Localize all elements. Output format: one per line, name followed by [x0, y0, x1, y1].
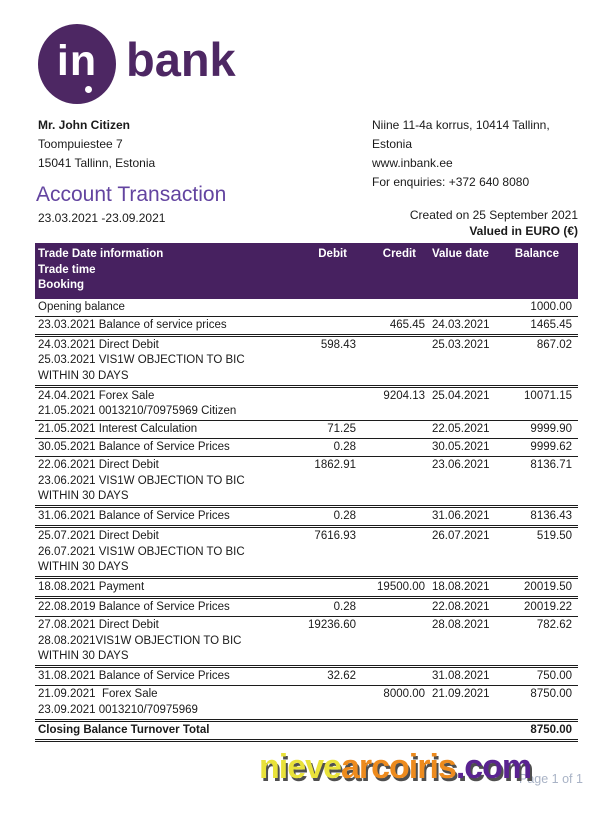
cell-description: 25.03.2021 VIS1W OBJECTION TO BIC — [38, 354, 245, 366]
cell-credit — [356, 353, 425, 369]
cell-description: 27.08.2021 Direct Debit — [38, 619, 159, 631]
watermark-part-orange: arcoiris — [340, 748, 456, 786]
cell-value-date: 18.08.2021 — [432, 581, 490, 593]
cell-debit — [285, 318, 356, 334]
cell-debit — [285, 723, 356, 739]
cell-debit: 0.28 — [333, 441, 356, 453]
cell-debit: 19236.60 — [308, 619, 356, 631]
cell-credit — [356, 440, 425, 456]
cell-debit: 0.28 — [333, 601, 356, 613]
cell-credit — [356, 338, 425, 354]
cell-value-date: 25.03.2021 — [432, 338, 490, 351]
header-debit: Debit — [318, 248, 347, 260]
cell-balance — [500, 649, 578, 665]
cell-debit: 7616.93 — [314, 530, 356, 542]
page-number: Page 1 of 1 — [519, 772, 583, 786]
table-row — [35, 457, 578, 508]
cell-balance — [500, 634, 578, 650]
cell-credit — [356, 649, 425, 665]
cell-description: 23.09.2021 0013210/70975969 — [38, 703, 198, 716]
table-header — [35, 243, 578, 299]
cell-credit: 465.45 — [389, 318, 425, 331]
table-row — [35, 508, 578, 528]
bank-enquiries: For enquiries: +372 640 8080 — [372, 175, 530, 189]
cell-value-date: 30.05.2021 — [432, 441, 490, 453]
cell-description: 28.08.2021VIS1W OBJECTION TO BIC — [38, 634, 242, 647]
table-row — [35, 528, 578, 579]
cell-description: WITHIN 30 DAYS — [38, 369, 129, 382]
cell-value-date — [425, 474, 500, 490]
cell-debit: 71.25 — [327, 423, 356, 435]
watermark-part-purple: .com — [455, 748, 532, 786]
cell-value-date: 31.06.2021 — [432, 510, 490, 522]
header-value-date: Value date — [432, 248, 489, 260]
table-row — [35, 337, 578, 388]
cell-description: WITHIN 30 DAYS — [38, 561, 129, 573]
cell-value-date: 24.03.2021 — [432, 318, 490, 331]
cell-description: 21.05.2021 0013210/70975969 Citizen — [38, 405, 237, 417]
cell-credit — [356, 474, 425, 490]
cell-description: Opening balance — [38, 300, 125, 313]
table-row — [35, 421, 578, 439]
bank-address: Niine 11-4a korrus, 10414 Tallinn, Estonia — [372, 118, 550, 151]
cell-value-date: 26.07.2021 — [432, 530, 490, 542]
cell-credit — [356, 422, 425, 438]
cell-credit: 8000.00 — [383, 688, 425, 700]
table-row — [35, 722, 578, 742]
cell-value-date: 28.08.2021 — [432, 619, 490, 631]
header-booking: Booking — [38, 279, 84, 291]
cell-credit — [356, 509, 425, 525]
cell-value-date — [425, 489, 500, 505]
cell-balance: 8750.00 — [530, 723, 572, 736]
transaction-table — [35, 243, 578, 742]
header-trade-date: Trade Date information — [38, 248, 164, 260]
bank-website: www.inbank.ee — [372, 156, 453, 170]
created-date: Created on 25 September 2021 — [409, 208, 578, 222]
cell-balance: 867.02 — [536, 338, 572, 351]
cell-credit: 19500.00 — [377, 581, 425, 593]
cell-credit — [356, 618, 425, 634]
watermark — [259, 750, 531, 784]
cell-debit — [285, 474, 356, 490]
cell-value-date: 25.04.2021 — [432, 389, 490, 402]
cell-debit — [285, 634, 356, 650]
cell-value-date: 22.05.2021 — [432, 423, 490, 435]
cell-debit: 0.28 — [333, 510, 356, 522]
cell-credit — [356, 669, 425, 685]
cell-balance: 8750.00 — [530, 688, 572, 700]
cell-value-date: 21.09.2021 — [432, 688, 490, 700]
cell-credit — [356, 458, 425, 474]
cell-description: 22.06.2021 Direct Debit — [38, 459, 159, 471]
table-row — [35, 617, 578, 668]
cell-balance: 750.00 — [536, 670, 572, 682]
transaction-table-body — [35, 299, 578, 742]
cell-description: 18.08.2021 Payment — [38, 581, 145, 593]
cell-debit — [285, 353, 356, 369]
cell-balance — [500, 703, 578, 719]
cell-balance — [500, 474, 578, 490]
cell-value-date — [425, 545, 500, 561]
cell-description: 24.03.2021 Direct Debit — [38, 338, 159, 351]
cell-description: 30.05.2021 Balance of Service Prices — [38, 441, 230, 453]
cell-credit — [356, 560, 425, 576]
cell-description: 31.06.2021 Balance of Service Prices — [38, 510, 230, 522]
cell-description: WITHIN 30 DAYS — [38, 490, 129, 502]
cell-balance — [500, 353, 578, 369]
cell-balance — [500, 369, 578, 385]
cell-debit: 1862.91 — [314, 459, 356, 471]
bank-contact-block — [372, 116, 592, 192]
cell-balance — [500, 489, 578, 505]
cell-debit — [285, 687, 356, 703]
cell-balance: 20019.22 — [524, 601, 572, 613]
cell-value-date — [425, 300, 500, 316]
cell-value-date — [425, 703, 500, 719]
cell-debit — [285, 389, 356, 405]
cell-description: 21.09.2021 Forex Sale — [38, 688, 158, 700]
cell-balance — [500, 545, 578, 561]
cell-value-date — [425, 369, 500, 385]
header-balance: Balance — [514, 248, 559, 260]
cell-balance: 782.62 — [536, 619, 572, 631]
cell-value-date — [425, 649, 500, 665]
cell-credit: 9204.13 — [383, 389, 425, 402]
cell-credit — [356, 529, 425, 545]
cell-value-date: 23.06.2021 — [432, 459, 490, 471]
customer-street: Toompuiestee 7 — [38, 137, 123, 151]
table-row — [35, 317, 578, 337]
table-row — [35, 439, 578, 457]
cell-debit — [285, 300, 356, 316]
customer-name: Mr. John Citizen — [38, 118, 131, 132]
cell-value-date — [425, 560, 500, 576]
cell-description: 26.07.2021 VIS1W OBJECTION TO BIC — [38, 545, 245, 558]
cell-balance: 8136.71 — [530, 459, 572, 471]
table-row — [35, 579, 578, 599]
cell-description: Closing Balance Turnover Total — [38, 723, 210, 736]
table-row — [35, 599, 578, 617]
logo-mark: in — [56, 36, 98, 85]
statement-period: 23.03.2021 -23.09.2021 — [38, 211, 166, 225]
cell-debit — [285, 545, 356, 561]
cell-debit: 598.43 — [320, 338, 356, 351]
cell-credit — [356, 545, 425, 561]
cell-balance: 9999.90 — [530, 423, 572, 435]
cell-debit — [285, 560, 356, 576]
cell-value-date — [425, 353, 500, 369]
cell-credit — [356, 489, 425, 505]
cell-value-date — [425, 723, 500, 739]
cell-balance: 1465.45 — [530, 318, 572, 331]
cell-credit — [356, 703, 425, 719]
customer-address-block — [38, 116, 338, 173]
cell-description: WITHIN 30 DAYS — [38, 650, 129, 662]
cell-balance: 519.50 — [536, 530, 572, 542]
cell-debit — [285, 369, 356, 385]
page-title: Account Transaction — [36, 183, 227, 206]
table-row — [35, 388, 578, 422]
cell-description: 24.04.2021 Forex Sale — [38, 389, 155, 402]
cell-balance: 9999.62 — [530, 441, 572, 453]
cell-debit: 32.62 — [327, 670, 356, 682]
cell-debit — [285, 404, 356, 420]
cell-credit — [356, 369, 425, 385]
cell-credit — [356, 300, 425, 316]
customer-city: 15041 Tallinn, Estonia — [38, 156, 156, 170]
cell-balance: 20019.50 — [524, 581, 572, 593]
header-credit: Credit — [382, 248, 416, 260]
brand-wordmark: bank — [126, 33, 236, 86]
cell-value-date — [425, 404, 500, 420]
inbank-logo-icon — [38, 24, 116, 104]
cell-credit — [356, 723, 425, 739]
cell-balance — [500, 560, 578, 576]
table-row — [35, 686, 578, 722]
cell-debit — [285, 649, 356, 665]
header-trade-time: Trade time — [38, 263, 96, 276]
cell-description: 25.07.2021 Direct Debit — [38, 530, 159, 542]
cell-debit — [285, 703, 356, 719]
watermark-part-yellow: nieve — [259, 748, 341, 786]
cell-credit — [356, 404, 425, 420]
cell-description: 23.06.2021 VIS1W OBJECTION TO BIC — [38, 474, 245, 487]
valued-currency: Valued in EURO (€) — [469, 224, 578, 238]
cell-description: 21.05.2021 Interest Calculation — [38, 423, 198, 435]
cell-value-date: 22.08.2021 — [432, 601, 490, 613]
table-row — [35, 668, 578, 686]
cell-balance: 8136.43 — [530, 510, 572, 522]
cell-value-date: 31.08.2021 — [432, 670, 490, 682]
cell-debit — [285, 580, 356, 596]
cell-credit — [356, 634, 425, 650]
cell-description: 23.03.2021 Balance of service prices — [38, 318, 227, 331]
cell-credit — [356, 600, 425, 616]
cell-value-date — [425, 634, 500, 650]
cell-balance: 1000.00 — [530, 300, 572, 313]
cell-debit — [285, 489, 356, 505]
cell-balance: 10071.15 — [524, 389, 572, 402]
table-row — [35, 299, 578, 317]
cell-balance — [500, 404, 578, 420]
cell-description: 22.08.2019 Balance of Service Prices — [38, 601, 230, 613]
cell-description: 31.08.2021 Balance of Service Prices — [38, 670, 230, 682]
logo-n-dot-icon — [85, 86, 92, 93]
